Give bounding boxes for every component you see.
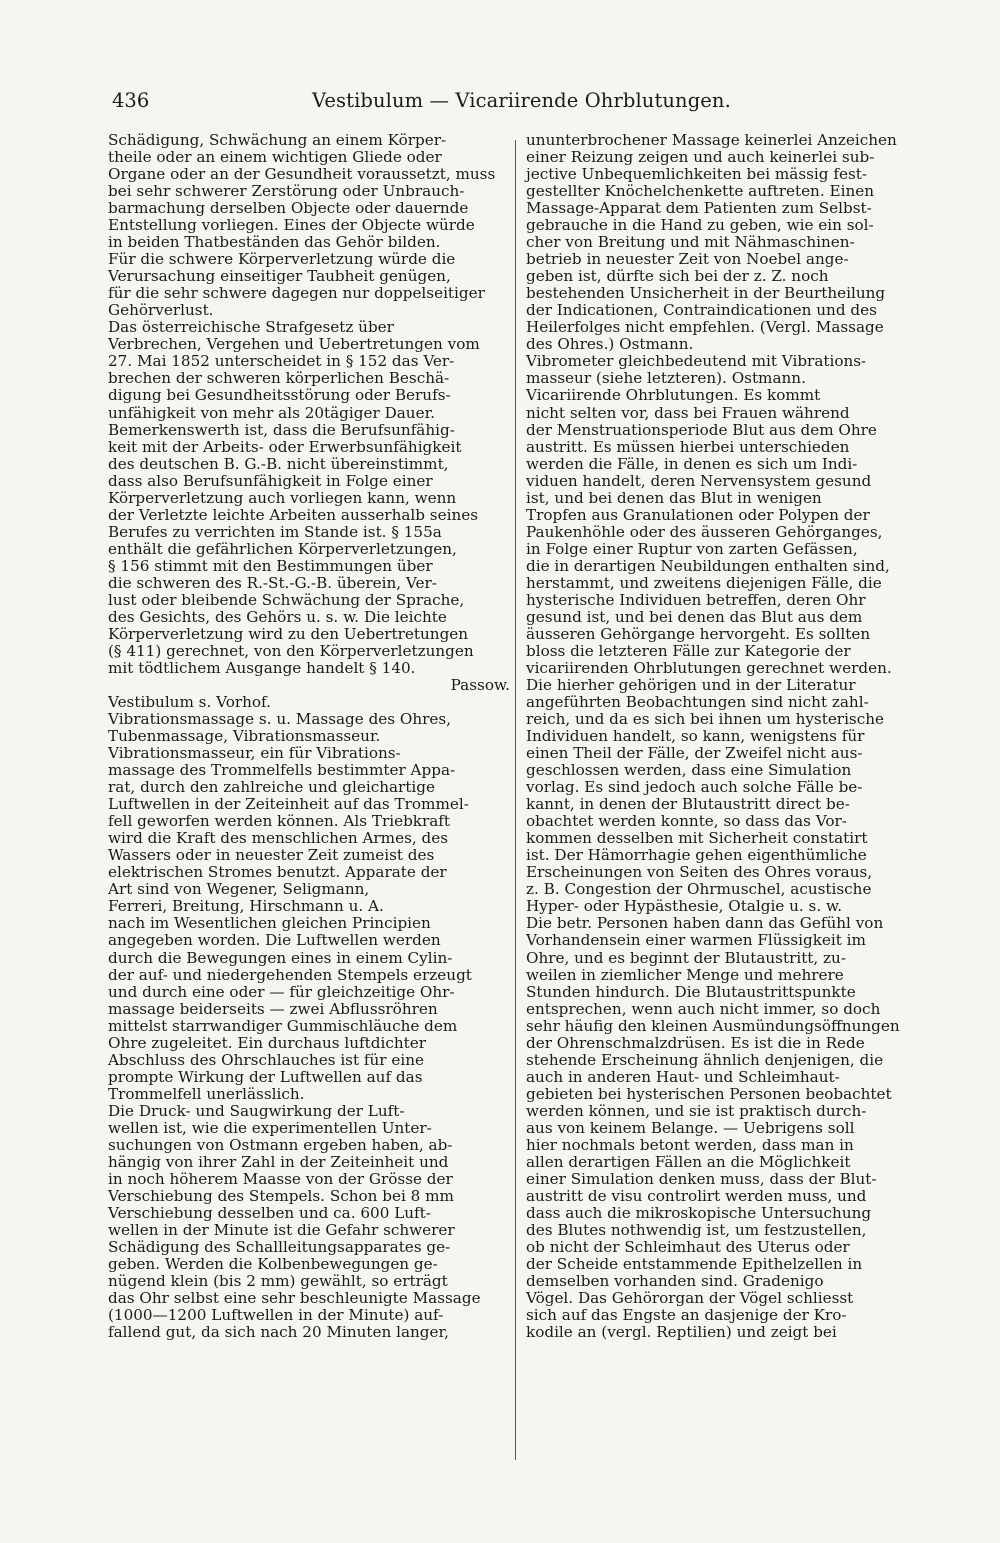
text-line: durch die Bewegungen eines in einem Cylin- — [108, 948, 453, 967]
text-line: Die betr. Personen haben dann das Gefühl von — [526, 914, 884, 933]
text-line: Vibrationsmassage s. u. Massage des Ohres, — [108, 710, 452, 729]
text-line: und durch eine oder — für gleichzeitige Ohr- — [108, 982, 455, 1001]
text-line: Gehörverlust. — [108, 301, 214, 320]
text-line: mittelst starrwandiger Gummischläuche dem — [108, 1016, 458, 1035]
text-line: (§ 411) gerechnet, von den Körperverletzungen — [108, 641, 474, 660]
text-line: Körperverletzung wird zu den Uebertretungen — [108, 624, 469, 643]
text-line: Das österreichische Strafgesetz über — [108, 318, 394, 337]
text-line: des deutschen B. G.-B. nicht übereinstimmt, — [108, 454, 449, 473]
text-line: Für die schwere Körperverletzung würde die — [108, 250, 456, 269]
text-line: dass also Berufsunfähigkeit in Folge einer — [108, 471, 433, 490]
text-line: gebieten bei hysterischen Personen beobachtet — [526, 1084, 892, 1103]
text-line: Erscheinungen von Seiten des Ohres voraus, — [526, 863, 873, 882]
text-line: massage des Trommelfells bestimmter Appa- — [108, 761, 456, 780]
text-line: Tropfen aus Granulationen oder Polypen der — [526, 505, 870, 524]
text-line: jective Unbequemlichkeiten bei mässig fest- — [526, 165, 867, 184]
text-line: stehende Erscheinung ähnlich denjenigen, die — [526, 1050, 884, 1069]
text-line: Vestibulum s. Vorhof. — [108, 693, 271, 712]
text-line: barmachung derselben Objecte oder dauernde — [108, 199, 469, 218]
text-line: Körperverletzung auch vorliegen kann, wenn — [108, 488, 457, 507]
text-line: Vibrometer gleichbedeutend mit Vibrations- — [526, 352, 867, 371]
text-line: Hyper- oder Hypästhesie, Otalgie u. s. w. — [526, 897, 843, 916]
text-line: massage beiderseits — zwei Abflussröhren — [108, 999, 438, 1018]
text-line: Ferreri, Breitung, Hirschmann u. A. — [108, 897, 384, 916]
text-line: ob nicht der Schleimhaut des Uterus oder — [526, 1238, 850, 1257]
text-line: Vibrationsmasseur, ein für Vibrations- — [108, 744, 401, 763]
text-line: Trommelfell unerlässlich. — [108, 1084, 305, 1103]
text-line: Die Druck- und Saugwirkung der Luft- — [108, 1101, 405, 1120]
text-line: in Folge einer Ruptur von zarten Gefässen, — [526, 539, 858, 558]
text-line: geben. Werden die Kolbenbewegungen ge- — [108, 1255, 438, 1274]
text-line: allen derartigen Fällen an die Möglichkeit — [526, 1152, 851, 1171]
text-line: enthält die gefährlichen Körperverletzungen, — [108, 539, 457, 558]
text-line: Vögel. Das Gehörorgan der Vögel schliesst — [526, 1289, 854, 1308]
running-title: Vestibulum — Vicariirende Ohrblutungen. — [312, 89, 731, 112]
text-line: wird die Kraft des menschlichen Armes, des — [108, 829, 449, 848]
text-line: ununterbrochener Massage keinerlei Anzeichen — [526, 131, 897, 149]
text-line: Heilerfolges nicht empfehlen. (Vergl. Massage — [526, 318, 884, 337]
text-line: angegeben worden. Die Luftwellen werden — [108, 931, 441, 950]
text-line: der Menstruationsperiode Blut aus dem Ohre — [526, 420, 877, 439]
text-line: der auf- und niedergehenden Stempels erzeugt — [108, 965, 472, 984]
text-line: einer Simulation denken muss, dass der Blut- — [526, 1169, 877, 1188]
right-text-column — [526, 132, 928, 1341]
text-line: brechen der schweren körperlichen Beschä- — [108, 369, 450, 388]
text-line: Ohre zugeleitet. Ein durchaus luftdichter — [108, 1033, 426, 1052]
column-divider — [515, 140, 516, 1460]
text-line: Die hierher gehörigen und in der Literatur — [526, 676, 856, 694]
text-line: keit mit der Arbeits- oder Erwerbsunfähigkeit — [108, 437, 462, 456]
text-line: nach im Wesentlichen gleichen Principien — [108, 914, 431, 933]
text-line: Berufes zu verrichten im Stande ist. § 155a — [108, 522, 442, 541]
text-line: Verbrechen, Vergehen und Uebertretungen vom — [108, 335, 480, 354]
text-line: geschlossen werden, dass eine Simulation — [526, 761, 852, 780]
text-line: austritt. Es müssen hierbei unterschieden — [526, 437, 850, 456]
text-line: bestehenden Unsicherheit in der Beurtheilung — [526, 284, 886, 303]
text-line: der Verletzte leichte Arbeiten ausserhalb seines — [108, 505, 479, 524]
text-line: des Blutes nothwendig ist, um festzustellen, — [526, 1221, 867, 1239]
text-line: bloss die letzteren Fälle zur Kategorie der — [526, 641, 851, 660]
text-line: nügend klein (bis 2 mm) gewählt, so erträgt — [108, 1272, 448, 1291]
text-line: Art sind von Wegener, Seligmann, — [108, 880, 370, 899]
text-line: kommen desselben mit Sicherheit constatirt — [526, 829, 868, 848]
text-line: vicariirenden Ohrblutungen gerechnet werden. — [526, 658, 892, 677]
text-line: elektrischen Stromes benutzt. Apparate der — [108, 863, 447, 882]
text-line: werden können, und sie ist praktisch durch- — [526, 1101, 867, 1120]
text-line: vorlag. Es sind jedoch auch solche Fälle be- — [526, 778, 863, 797]
text-line: Tubenmassage, Vibrationsmasseur. — [108, 727, 381, 746]
text-line: Vicariirende Ohrblutungen. Es kommt — [526, 386, 821, 405]
text-line: Paukenhöhle oder des äusseren Gehörganges, — [526, 522, 883, 541]
text-line: nicht selten vor, dass bei Frauen während — [526, 403, 850, 422]
text-line: die in derartigen Neubildungen enthalten sind, — [526, 556, 890, 575]
text-line: sehr häufig den kleinen Ausmündungsöffnungen — [526, 1016, 900, 1035]
text-line: bei sehr schwerer Zerstörung oder Unbrauch- — [108, 182, 465, 201]
text-line: theile oder an einem wichtigen Gliede oder — [108, 148, 442, 167]
text-line: die schweren des R.-St.-G.-B. überein, Ver- — [108, 573, 437, 592]
text-line: z. B. Congestion der Ohrmuschel, acustische — [526, 880, 872, 899]
text-line: gebrauche in die Hand zu geben, wie ein sol- — [526, 216, 874, 235]
left-text-column — [108, 132, 510, 1341]
text-line: entsprechen, wenn auch nicht immer, so doch — [526, 999, 881, 1018]
text-line: Individuen handelt, so kann, wenigstens für — [526, 727, 865, 746]
text-line: sich auf das Engste an dasjenige der Kro- — [526, 1306, 847, 1325]
text-line: das Ohr selbst eine sehr beschleunigte Massage — [108, 1289, 481, 1308]
text-line: masseur (siehe letzteren). Ostmann. — [526, 369, 806, 388]
page-header — [112, 86, 912, 120]
text-line: Wassers oder in neuester Zeit zumeist des — [108, 846, 435, 865]
text-line: Verschiebung desselben und ca. 600 Luft- — [108, 1203, 431, 1222]
text-line: weilen in ziemlicher Menge und mehrere — [526, 965, 844, 984]
text-line: Stunden hindurch. Die Blutaustrittspunkte — [526, 982, 856, 1001]
text-line: cher von Breitung und mit Nähmaschinen- — [526, 233, 855, 252]
text-line: 27. Mai 1852 unterscheidet in § 152 das Ver- — [108, 352, 455, 371]
text-line: Massage-Apparat dem Patienten zum Selbst- — [526, 199, 872, 218]
text-line: der Ohrenschmalzdrüsen. Es ist die in Rede — [526, 1033, 865, 1052]
text-line: der Scheide entstammende Epithelzellen in — [526, 1255, 863, 1274]
text-line: dass auch die mikroskopische Untersuchung — [526, 1203, 872, 1222]
text-line: reich, und da es sich bei ihnen um hysterische — [526, 710, 884, 729]
text-line: einer Reizung zeigen und auch keinerlei sub- — [526, 148, 875, 167]
text-line: Schädigung des Schallleitungsapparates ge- — [108, 1238, 451, 1257]
text-line: Entstellung vorliegen. Eines der Objecte würde — [108, 216, 475, 235]
text-line: werden die Fälle, in denen es sich um Indi- — [526, 454, 858, 473]
text-line: Luftwellen in der Zeiteinheit auf das Trommel- — [108, 795, 469, 814]
text-line: kannt, in denen der Blutaustritt direct be- — [526, 795, 850, 814]
text-line: lust oder bleibende Schwächung der Sprache, — [108, 590, 465, 609]
text-line: einen Theil der Fälle, der Zweifel nicht aus- — [526, 744, 863, 763]
text-line: hier nochmals betont werden, dass man in — [526, 1135, 854, 1154]
text-line: in beiden Thatbeständen das Gehör bilden. — [108, 233, 441, 252]
text-line: hysterische Individuen betreffen, deren Ohr — [526, 590, 866, 609]
text-line: ist, und bei denen das Blut in wenigen — [526, 488, 822, 507]
text-line: Bemerkenswerth ist, dass die Berufsunfähig- — [108, 420, 455, 439]
text-line: obachtet werden konnte, so dass das Vor- — [526, 812, 847, 831]
text-line: des Gesichts, des Gehörs u. s. w. Die leichte — [108, 607, 447, 626]
text-line: kodile an (vergl. Reptilien) und zeigt bei — [526, 1323, 837, 1342]
text-line: des Ohres.) Ostmann. — [526, 335, 694, 354]
text-line: gesund ist, und bei denen das Blut aus dem — [526, 607, 863, 626]
text-line: gestellter Knöchelchenkette auftreten. Einen — [526, 182, 874, 201]
text-line: geben ist, dürfte sich bei der z. Z. noch — [526, 267, 829, 286]
text-line: in noch höherem Maasse von der Grösse der — [108, 1169, 453, 1188]
text-line: fell geworfen werden können. Als Triebkraft — [108, 812, 451, 831]
text-line: suchungen von Ostmann ergeben haben, ab- — [108, 1135, 453, 1154]
text-line: hängig von ihrer Zahl in der Zeiteinheit und — [108, 1152, 449, 1171]
text-line: demselben vorhanden sind. Gradenigo — [526, 1272, 824, 1291]
text-line: der Indicationen, Contraindicationen und des — [526, 301, 877, 320]
text-line: viduen handelt, deren Nervensystem gesund — [526, 471, 872, 490]
text-line: Ohre, und es beginnt der Blutaustritt, zu- — [526, 948, 846, 967]
text-line: Schädigung, Schwächung an einem Körper- — [108, 131, 447, 149]
text-line: mit tödtlichem Ausgange handelt § 140. — [108, 658, 416, 677]
text-line: austritt de visu controlirt werden muss, und — [526, 1186, 867, 1205]
text-line: Passow. — [450, 676, 510, 694]
text-line: Abschluss des Ohrschlauches ist für eine — [108, 1050, 425, 1069]
text-line: wellen in der Minute ist die Gefahr schwerer — [108, 1221, 455, 1239]
text-line: rat, durch den zahlreiche und gleichartige — [108, 778, 435, 797]
text-line: Verschiebung des Stempels. Schon bei 8 mm — [108, 1186, 454, 1205]
text-line: auch in anderen Haut- und Schleimhaut- — [526, 1067, 840, 1086]
text-line: Organe oder an der Gesundheit voraussetzt, muss — [108, 165, 496, 184]
text-line: Verursachung einseitiger Taubheit genügen, — [108, 267, 451, 286]
text-line: wellen ist, wie die experimentellen Unter- — [108, 1118, 432, 1137]
text-line: herstammt, und zweitens diejenigen Fälle, die — [526, 573, 882, 592]
text-line: unfähigkeit von mehr als 20tägiger Dauer. — [108, 403, 435, 422]
text-line: § 156 stimmt mit den Bestimmungen über — [108, 556, 433, 575]
text-line: ist. Der Hämorrhagie gehen eigenthümliche — [526, 846, 867, 865]
text-line: prompte Wirkung der Luftwellen auf das — [108, 1067, 423, 1086]
text-line: betrieb in neuester Zeit von Noebel ange- — [526, 250, 849, 269]
text-line: fallend gut, da sich nach 20 Minuten langer, — [108, 1323, 449, 1342]
text-line: Vorhandensein einer warmen Flüssigkeit im — [526, 931, 866, 950]
text-line: äusseren Gehörgange hervorgeht. Es sollten — [526, 624, 871, 643]
text-line: für die sehr schwere dagegen nur doppelseitiger — [108, 284, 485, 303]
text-line: angeführten Beobachtungen sind nicht zahl- — [526, 693, 869, 712]
text-line: digung bei Gesundheitsstörung oder Berufs- — [108, 386, 451, 405]
text-line: aus von keinem Belange. — Uebrigens soll — [526, 1118, 855, 1137]
text-line: (1000—1200 Luftwellen in der Minute) auf- — [108, 1306, 444, 1325]
page-number: 436 — [112, 89, 150, 112]
